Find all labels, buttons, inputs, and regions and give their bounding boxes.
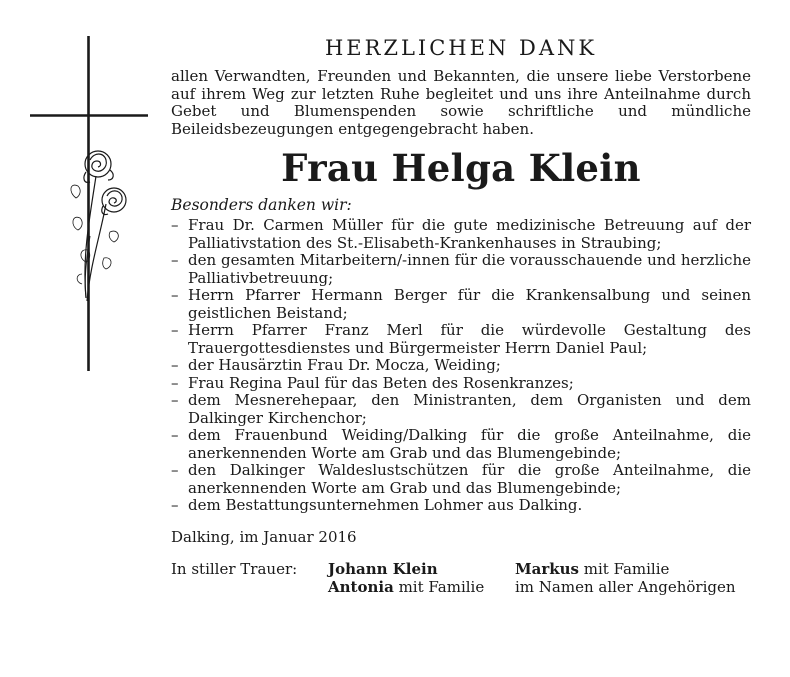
cross-with-roses-icon xyxy=(30,36,150,596)
list-item xyxy=(171,217,751,252)
list-item xyxy=(171,357,751,375)
dash-marker: – xyxy=(171,251,179,269)
dash-marker: – xyxy=(171,286,179,304)
dash-marker: – xyxy=(171,216,179,234)
list-item-text: dem Mesnerehepaar, den Ministranten, dem Organisten und dem Dalkinger Kirchenchor; xyxy=(188,391,751,427)
dash-marker: – xyxy=(171,373,179,392)
signatory-name: Markus xyxy=(515,559,579,578)
signatory-suffix: mit Familie xyxy=(578,559,670,578)
list-item xyxy=(171,462,751,497)
dash-marker: – xyxy=(171,496,179,514)
list-item-text: Frau Regina Paul für das Beten des Rosenkranzes; xyxy=(188,373,574,392)
thanks-title: Besonders danken wir: xyxy=(171,196,352,214)
notice-heading: HERZLICHEN DANK xyxy=(324,36,598,60)
list-item-text: den gesamten Mitarbeitern/-innen für die vorausschauende und herzliche Palliativbetreuung; xyxy=(188,251,751,287)
list-item xyxy=(171,322,751,357)
cross-roses-graphic xyxy=(30,36,150,596)
notice-content xyxy=(171,36,751,600)
signature-label: In stiller Trauer: xyxy=(171,559,298,578)
dash-marker: – xyxy=(171,461,179,479)
deceased-name: Frau Helga Klein xyxy=(281,146,641,190)
place-date: Dalking, im Januar 2016 xyxy=(171,527,357,546)
signatory-suffix: mit Familie xyxy=(393,577,485,596)
signatory xyxy=(328,578,484,596)
signature-block xyxy=(171,560,751,600)
dash-marker: – xyxy=(171,321,179,339)
list-item-text: den Dalkinger Waldeslustschützen für die große Anteilnahme, die anerkennenden Worte am Grab und das Blumengebinde; xyxy=(188,461,751,497)
list-item-text: dem Bestattungsunternehmen Lohmer aus Dalking. xyxy=(188,496,583,514)
list-item xyxy=(171,252,751,287)
signatory xyxy=(328,560,484,578)
dash-marker: – xyxy=(171,356,179,374)
dash-marker: – xyxy=(171,426,179,444)
signatory-suffix: im Namen aller Angehörigen xyxy=(515,577,736,596)
thanks-list xyxy=(171,217,751,515)
dash-marker: – xyxy=(171,391,179,409)
list-item xyxy=(171,375,751,393)
list-item-text: der Hausärztin Frau Dr. Mocza, Weiding; xyxy=(188,356,501,374)
signatory xyxy=(515,578,736,596)
list-item xyxy=(171,392,751,427)
signature-column-1 xyxy=(328,560,484,596)
list-item-text: dem Frauenbund Weiding/Dalking für die große Anteilnahme, die anerkennenden Worte am Grab und das Blumengebinde; xyxy=(188,426,751,462)
signatory-name: Johann Klein xyxy=(328,559,438,578)
signatory-name: Antonia xyxy=(328,577,394,596)
list-item-text: Herrn Pfarrer Hermann Berger für die Krankensalbung und seinen geistlichen Beistand; xyxy=(188,286,751,322)
list-item-text: Herrn Pfarrer Franz Merl für die würdevolle Gestaltung des Trauergottesdienstes und Bürgermeister Herrn Daniel Paul; xyxy=(188,321,751,357)
signature-column-2 xyxy=(515,560,736,596)
list-item-text: Frau Dr. Carmen Müller für die gute medizinische Betreuung auf der Palliativstation des St.-Elisabeth-Krankenhauses in Straubing; xyxy=(188,216,751,252)
list-item xyxy=(171,427,751,462)
intro-text: allen Verwandten, Freunden und Bekannten, die unsere liebe Verstorbene auf ihrem Weg zur letzten Ruhe begleitet und uns ihre Anteilnahme durch Gebet und Blumenspenden sowie schriftliche und mündliche Beileidsbezeugungen entgegengebracht haben. xyxy=(171,67,751,138)
list-item xyxy=(171,497,751,515)
list-item xyxy=(171,287,751,322)
signatory xyxy=(515,560,736,578)
